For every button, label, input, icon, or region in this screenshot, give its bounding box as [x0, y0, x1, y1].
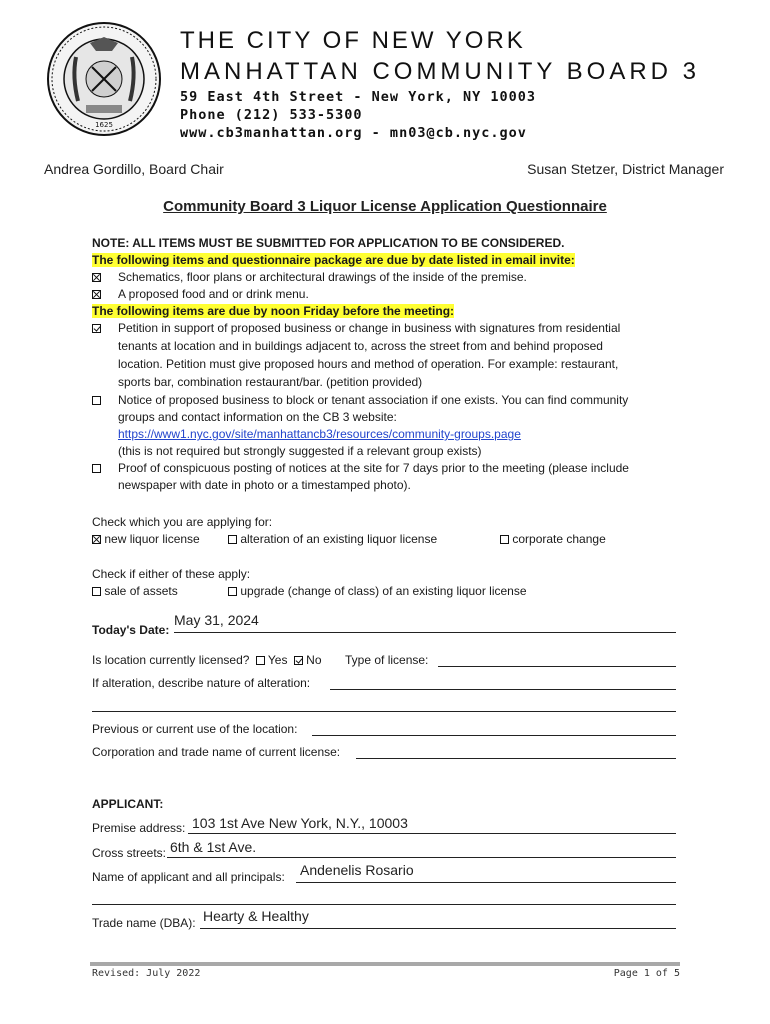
notice-line-1: Notice of proposed business to block or tenant association if one exists. You can find community	[118, 393, 629, 407]
licensed-yes-label: Yes	[267, 653, 288, 667]
premise-value[interactable]: 103 1st Ave New York, N.Y., 10003	[192, 815, 408, 831]
checklist-petition	[92, 320, 101, 337]
license-type-label: Type of license:	[345, 653, 429, 667]
cross-streets-value[interactable]: 6th & 1st Ave.	[170, 839, 257, 855]
licensed-row	[92, 652, 322, 669]
previous-use-label: Previous or current use of the location:	[92, 722, 298, 736]
applicant-name-line	[296, 882, 676, 883]
alteration-describe-label: If alteration, describe nature of alteration:	[92, 676, 311, 690]
alteration-line-1[interactable]	[330, 689, 676, 690]
applicant-name-value[interactable]: Andenelis Rosario	[300, 862, 414, 878]
date-line	[174, 632, 676, 633]
posting-line-2: newspaper with date in photo or a timestamped photo).	[118, 478, 411, 492]
applicant-name-label: Name of applicant and all principals:	[92, 870, 285, 884]
note-all-items: NOTE: ALL ITEMS MUST BE SUBMITTED FOR APPLICATION TO BE CONSIDERED.	[92, 236, 565, 250]
corporation-label: Corporation and trade name of current license:	[92, 745, 341, 759]
friday-due-notice	[92, 303, 454, 320]
petition-line-3: location. Petition must give proposed hours and method of operation. For example: restaurant,	[118, 357, 619, 371]
new-license-label: new liquor license	[104, 532, 200, 546]
city-title: THE CITY OF NEW YORK	[180, 27, 526, 54]
premise-label: Premise address:	[92, 821, 186, 835]
licensed-label: Is location currently licensed?	[92, 653, 250, 667]
alteration-line-2[interactable]	[92, 711, 676, 712]
option-alteration	[228, 531, 437, 548]
email-due-highlight: The following items and questionnaire package are due by date listed in email invite:	[92, 253, 575, 267]
page-title: Community Board 3 Liquor License Application Questionnaire	[163, 198, 607, 215]
cross-streets-label: Cross streets:	[92, 846, 167, 860]
notice-checkbox[interactable]	[92, 396, 101, 405]
sale-label: sale of assets	[104, 584, 178, 598]
licensed-no-label: No	[306, 653, 322, 667]
previous-use-line[interactable]	[312, 735, 676, 736]
option-new-license	[92, 531, 200, 548]
option-corporate	[500, 531, 606, 548]
petition-line-2: tenants at location and in buildings adjacent to, across the street from and behind proposed	[118, 339, 603, 353]
board-chair: Andrea Gordillo, Board Chair	[44, 161, 224, 177]
schematics-checkbox[interactable]	[92, 273, 101, 282]
cross-streets-line	[167, 857, 676, 858]
email-due-notice	[92, 252, 575, 269]
district-manager: Susan Stetzer, District Manager	[527, 161, 724, 177]
address-line: 59 East 4th Street - New York, NY 10003	[180, 89, 536, 105]
applicant-name-line-2[interactable]	[92, 904, 676, 905]
alteration-label: alteration of an existing liquor license	[240, 532, 438, 546]
option-upgrade	[228, 583, 527, 600]
trade-name-value[interactable]: Hearty & Healthy	[203, 908, 309, 924]
notice-line-2: groups and contact information on the CB 3 website:	[118, 410, 397, 424]
license-type-line[interactable]	[438, 666, 676, 667]
checklist-posting	[92, 460, 101, 477]
trade-name-label: Trade name (DBA):	[92, 916, 196, 930]
friday-due-highlight: The following items are due by noon Friday before the meeting:	[92, 304, 455, 318]
upgrade-label: upgrade (change of class) of an existing liquor license	[240, 584, 527, 598]
page-number: Page 1 of 5	[613, 968, 680, 979]
applicant-heading: APPLICANT:	[92, 797, 164, 811]
petition-line-4: sports bar, combination restaurant/bar. (petition provided)	[118, 375, 423, 389]
revised-date: Revised: July 2022	[92, 968, 201, 979]
notice-line-4: (this is not required but strongly suggested if a relevant group exists)	[118, 444, 482, 458]
menu-checkbox[interactable]	[92, 290, 101, 299]
trade-name-line	[200, 928, 676, 929]
new-license-checkbox[interactable]	[92, 535, 101, 544]
menu-label: A proposed food and or drink menu.	[118, 287, 309, 301]
licensed-yes-checkbox[interactable]	[256, 656, 265, 665]
phone-line: Phone (212) 533-5300	[180, 107, 363, 123]
petition-checkbox[interactable]	[92, 324, 101, 333]
board-title: MANHATTAN COMMUNITY BOARD 3	[180, 58, 701, 85]
posting-checkbox[interactable]	[92, 464, 101, 473]
community-groups-link[interactable]: https://www1.nyc.gov/site/manhattancb3/resources/community-groups.page	[118, 427, 521, 441]
date-value[interactable]: May 31, 2024	[174, 612, 259, 628]
schematics-label: Schematics, floor plans or architectural drawings of the inside of the premise.	[118, 270, 527, 284]
svg-text:1625: 1625	[95, 121, 113, 129]
footer-rule	[90, 962, 680, 966]
premise-line	[188, 833, 676, 834]
licensed-no-checkbox[interactable]	[294, 656, 303, 665]
corporate-label: corporate change	[512, 532, 606, 546]
sale-checkbox[interactable]	[92, 587, 101, 596]
petition-line-1: Petition in support of proposed business or change in business with signatures from residential	[118, 321, 621, 335]
option-sale	[92, 583, 178, 600]
date-label: Today's Date:	[92, 623, 170, 637]
checklist-menu	[92, 286, 101, 303]
corporate-checkbox[interactable]	[500, 535, 509, 544]
alteration-checkbox[interactable]	[228, 535, 237, 544]
city-seal-logo	[46, 21, 162, 137]
upgrade-checkbox[interactable]	[228, 587, 237, 596]
either-prompt: Check if either of these apply:	[92, 567, 251, 581]
corporation-line[interactable]	[356, 758, 676, 759]
posting-line-1: Proof of conspicuous posting of notices at the site for 7 days prior to the meeting (please include	[118, 461, 629, 475]
web-email-line: www.cb3manhattan.org - mn03@cb.nyc.gov	[180, 125, 527, 141]
applying-prompt: Check which you are applying for:	[92, 515, 273, 529]
checklist-notice	[92, 392, 101, 409]
checklist-schematics	[92, 269, 101, 286]
